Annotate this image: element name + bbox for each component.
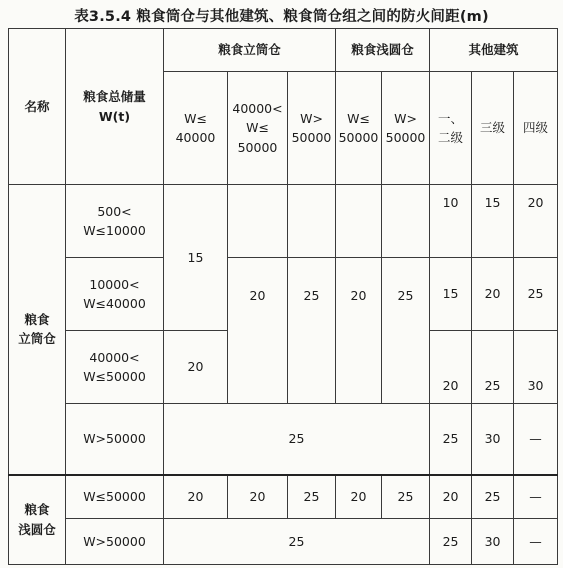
section-label-line: 粮食 — [24, 502, 50, 518]
value-cell: 10 — [430, 185, 472, 258]
col-line: W≤ — [246, 120, 269, 136]
col-line: W≤ — [347, 110, 370, 126]
value-cell: 15 — [472, 185, 514, 258]
value-cell: 20 — [430, 331, 472, 404]
section-label-line: 浅圆仓 — [18, 521, 56, 537]
range-line: W≤10000 — [83, 223, 146, 238]
storage-header — [66, 29, 164, 185]
section-label-line: 立筒仓 — [18, 331, 56, 347]
value-cell: — — [514, 404, 558, 475]
value-cell: 20 — [228, 475, 288, 519]
col-line: 四级 — [523, 120, 549, 136]
range-line: 40000< — [89, 349, 140, 365]
col-line: 40000< — [232, 100, 283, 116]
value-cell: 25 — [164, 519, 430, 565]
range-line: W≤50000 — [83, 369, 146, 384]
table-row — [9, 404, 558, 475]
col-grade-3 — [472, 72, 514, 185]
col-silo-large — [288, 72, 336, 185]
value-cell: 25 — [430, 519, 472, 565]
col-line: 50000 — [338, 130, 379, 145]
range-cell — [66, 185, 164, 258]
value-cell — [382, 185, 430, 258]
silo-group-header: 粮食立筒仓 — [164, 29, 336, 72]
table-row — [9, 519, 558, 565]
value-cell: 25 — [472, 331, 514, 404]
col-shallow-large — [382, 72, 430, 185]
value-cell — [228, 185, 288, 258]
value-cell: 25 — [472, 475, 514, 519]
value-cell: — — [514, 475, 558, 519]
col-line: 50000 — [237, 139, 278, 155]
value-cell: 25 — [288, 258, 336, 404]
col-line: 50000 — [385, 130, 426, 145]
value-cell: 30 — [472, 519, 514, 565]
col-silo-mid — [228, 72, 288, 185]
value-cell: 20 — [430, 475, 472, 519]
value-cell: 20 — [164, 331, 228, 404]
value-cell: 15 — [164, 185, 228, 331]
col-shallow-small — [336, 72, 382, 185]
value-cell: 30 — [472, 404, 514, 475]
table-title: 表3.5.4 粮食筒仓与其他建筑、粮食筒仓组之间的防火间距(m) — [74, 9, 489, 25]
value-cell — [336, 185, 382, 258]
col-line: 50000 — [291, 130, 332, 145]
value-cell: 15 — [430, 258, 472, 331]
range-cell — [66, 331, 164, 404]
col-line: 一、 — [438, 110, 464, 126]
value-cell: — — [514, 519, 558, 565]
shallow-section-label — [9, 475, 66, 565]
col-line: W> — [394, 110, 417, 126]
table-row — [9, 258, 558, 331]
value-cell: 25 — [382, 258, 430, 404]
col-grade-1-2 — [430, 72, 472, 185]
value-cell: 25 — [164, 404, 430, 475]
header-row-1 — [9, 29, 558, 72]
storage-header-line: W(t) — [98, 108, 131, 124]
range-cell: W>50000 — [66, 404, 164, 475]
value-cell: 25 — [514, 258, 558, 331]
value-cell: 25 — [430, 404, 472, 475]
range-cell — [66, 258, 164, 331]
value-cell: 20 — [336, 475, 382, 519]
col-line: W≤ — [184, 110, 207, 126]
range-line: 10000< — [89, 276, 140, 292]
range-line: 500< — [97, 203, 132, 219]
range-line: W≤40000 — [83, 296, 146, 311]
section-label-line: 粮食 — [24, 311, 50, 327]
value-cell: 30 — [514, 331, 558, 404]
other-group-header: 其他建筑 — [430, 29, 558, 72]
value-cell: 20 — [336, 258, 382, 404]
fire-distance-table — [8, 28, 558, 565]
value-cell: 20 — [514, 185, 558, 258]
value-cell — [288, 185, 336, 258]
table-row — [9, 185, 558, 258]
storage-header-line: 粮食总储量 — [83, 89, 146, 105]
table-row — [9, 475, 558, 519]
col-line: 二级 — [438, 130, 464, 145]
value-cell: 25 — [288, 475, 336, 519]
range-cell: W>50000 — [66, 519, 164, 565]
col-line: 三级 — [480, 120, 506, 136]
col-line: 40000 — [175, 130, 216, 145]
value-cell: 20 — [164, 475, 228, 519]
col-grade-4 — [514, 72, 558, 185]
value-cell: 25 — [382, 475, 430, 519]
value-cell: 20 — [472, 258, 514, 331]
col-silo-small — [164, 72, 228, 185]
shallow-group-header: 粮食浅圆仓 — [336, 29, 430, 72]
range-cell: W≤50000 — [66, 475, 164, 519]
silo-section-label — [9, 185, 66, 475]
name-header: 名称 — [9, 29, 66, 185]
value-cell: 20 — [228, 258, 288, 404]
col-line: W> — [300, 110, 323, 126]
